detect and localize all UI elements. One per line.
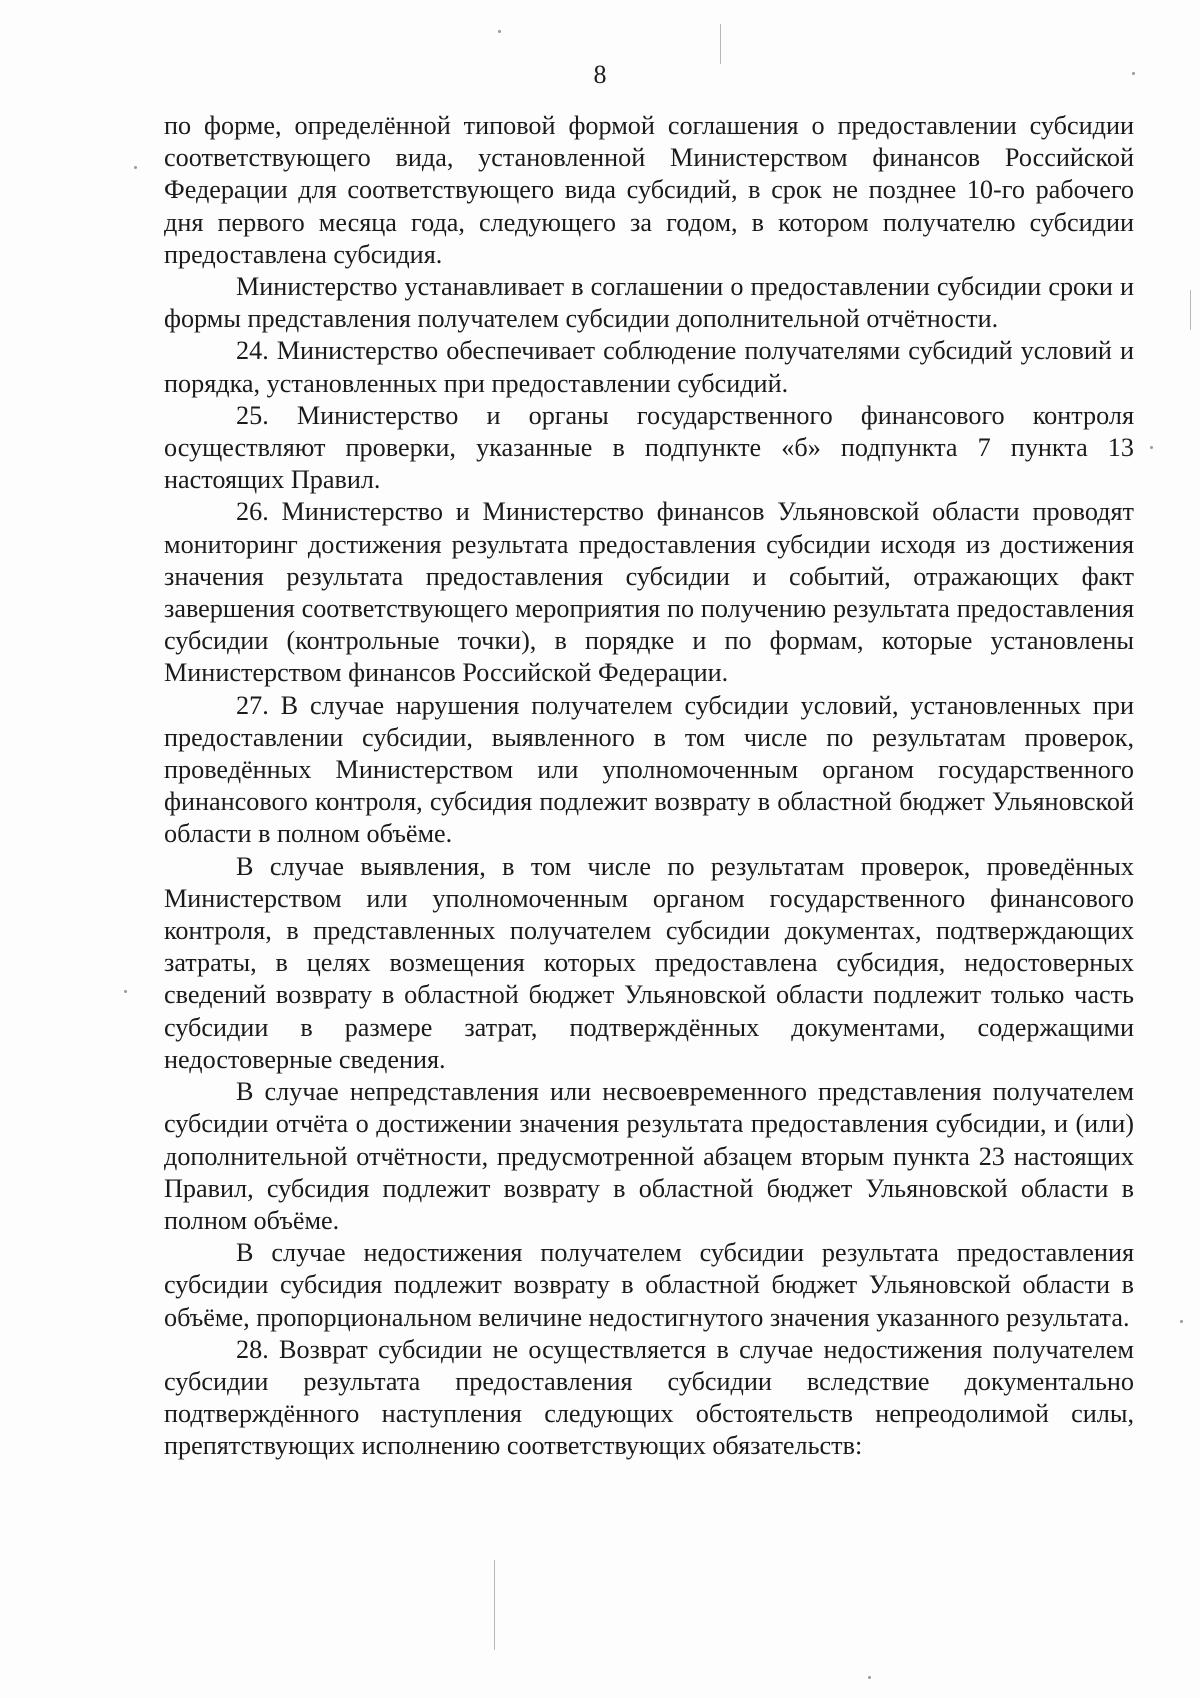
scan-artifact (494, 1560, 495, 1650)
scan-artifact (498, 30, 501, 33)
document-body (164, 110, 1134, 1463)
paragraph: В случае выявления, в том числе по результатам проверок, проведённых Министерством или уполномоченным органом государственного финансового контроля, в представленных получателем субсидии документах, подтверждающих затраты, в целях возмещения которых предоставлена субсидия, недостоверных сведений возврату в областной бюджет Ульяновской области подлежит только часть субсидии в размере затрат, подтверждённых документами, содержащими недостоверные сведения. (164, 851, 1134, 1074)
paragraph-continuation: по форме, определённой типовой формой соглашения о предоставлении субсидии соответствующего вида, установленной Министерством финансов Российской Федерации для соответствующего вида субсидий, в срок не позднее 10-го рабочего дня первого месяца года, следующего за годом, в котором получателю субсидии предоставлена субсидия. (164, 111, 1134, 269)
scan-artifact (124, 990, 127, 993)
paragraph: В случае непредставления или несвоевременного представления получателем субсидии отчёта о достижении значения результата предоставления субсидии, и (или) дополнительной отчётности, предусмотренной абзацем вторым пункта 23 настоящих Правил, субсидия подлежит возврату в областной бюджет Ульяновской области в полном объёме. (164, 1077, 1134, 1235)
scan-artifact (134, 166, 137, 169)
paragraph-item-24: 24. Министерство обеспечивает соблюдение получателями субсидий условий и порядка, установленных при предоставлении субсидий. (164, 336, 1134, 398)
scan-artifact (1150, 446, 1153, 449)
paragraph: Министерство устанавливает в соглашении о предоставлении субсидии сроки и формы представления получателем субсидии дополнительной отчётности. (164, 272, 1134, 334)
paragraph-item-27: 27. В случае нарушения получателем субсидии условий, установленных при предоставлении субсидии, выявленного в том числе по результатам проверок, проведённых Министерством или уполномоченным органом государственного финансового контроля, субсидия подлежит возврату в областной бюджет Ульяновской области в полном объёме. (164, 690, 1134, 849)
scan-artifact (1132, 72, 1135, 75)
paragraph-item-26: 26. Министерство и Министерство финансов Ульяновской области проводят мониторинг достижения результата предоставления субсидии исходя из достижения значения результата предоставления субсидии и событий, отражающих факт завершения соответствующего мероприятия по получению результата предоставления субсидии (контрольные точки), в порядке и по формам, которые установлены Министерством финансов Российской Федерации. (164, 497, 1134, 688)
paragraph: В случае недостижения получателем субсидии результата предоставления субсидии субсидия подлежит возврату в областной бюджет Ульяновской области в объёме, пропорциональном величине недостигнутого значения указанного результата. (164, 1238, 1134, 1332)
page-number: 8 (593, 60, 607, 89)
scan-artifact (1190, 290, 1191, 330)
paragraph-item-25: 25. Министерство и органы государственного финансового контроля осуществляют проверки, указанные в подпункте «б» подпункта 7 пункта 13 настоящих Правил. (164, 400, 1134, 495)
paragraph-item-28: 28. Возврат субсидии не осуществляется в случае недостижения получателем субсидии результата предоставления субсидии вследствие документально подтверждённого наступления следующих обстоятельств непреодолимой силы, препятствующих исполнению соответствующих обязательств: (164, 1334, 1134, 1461)
scan-artifact (720, 24, 721, 64)
scan-artifact (868, 1676, 871, 1679)
scan-artifact (1180, 1320, 1183, 1323)
